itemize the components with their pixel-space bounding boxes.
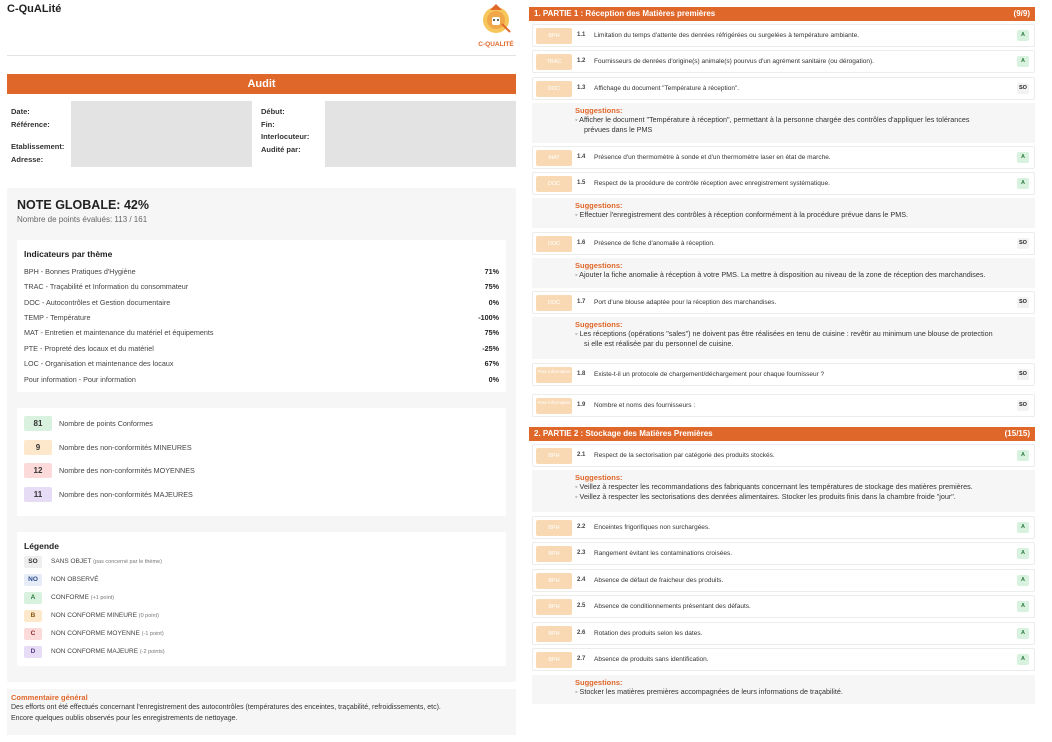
- theme-tag: BPH: [536, 520, 572, 536]
- legend-note: (+1 point): [90, 595, 115, 601]
- result-badge: A: [1017, 575, 1029, 586]
- item-text: Nombre et noms des fournisseurs :: [594, 402, 696, 409]
- global-score-card: [7, 188, 516, 682]
- indicator-percent: 67%: [484, 359, 499, 368]
- part2-count: (15/15): [1004, 429, 1030, 438]
- indicator-name: MAT - Entretien et maintenance du matériel et équipements: [24, 328, 214, 337]
- theme-tag: Pour information: [536, 367, 572, 383]
- result-badge: A: [1017, 628, 1029, 639]
- legend-note: (0 point): [138, 613, 159, 619]
- item-number: 2.6: [577, 630, 586, 636]
- suggestion-box: [532, 258, 1035, 288]
- count-row: [24, 463, 324, 479]
- result-badge: A: [1017, 601, 1029, 612]
- legend-label: [51, 576, 99, 583]
- legend-title: Légende: [24, 541, 59, 551]
- item-number: 2.7: [577, 656, 586, 662]
- legend-badge: C: [24, 628, 42, 640]
- item-text: Existe-t-il un protocole de chargement/déchargement pour chaque fournisseur ?: [594, 371, 825, 378]
- checklist-item: [532, 648, 1035, 671]
- indicator-row: [24, 298, 499, 310]
- item-text: Rotation des produits selon les dates.: [594, 630, 703, 637]
- indicator-row: [24, 344, 499, 356]
- theme-tag: DOC: [536, 81, 572, 97]
- checklist-item: [532, 569, 1035, 592]
- theme-tag: DOC: [536, 236, 572, 252]
- legend-row: [24, 592, 324, 604]
- evaluated-points: Nombre de points évalués: 113 / 161: [17, 215, 148, 224]
- theme-tag: BPH: [536, 448, 572, 464]
- item-text: Absence de conditionnements présentant des défauts.: [594, 603, 751, 610]
- date-label: Date:: [11, 107, 30, 116]
- info-right-field: [325, 101, 516, 167]
- indicator-name: BPH - Bonnes Pratiques d'Hygiène: [24, 267, 136, 276]
- checklist-item: [532, 146, 1035, 169]
- item-text: Rangement évitant les contaminations croisées.: [594, 550, 733, 557]
- result-badge: SO: [1017, 297, 1029, 308]
- indicator-name: DOC - Autocontrôles et Gestion documentaire: [24, 298, 171, 307]
- interlocuteur-label: Interlocuteur:: [261, 132, 310, 141]
- item-number: 2.5: [577, 603, 586, 609]
- legend-row: [24, 574, 324, 586]
- theme-tag: BPH: [536, 573, 572, 589]
- theme-tag: Pour information: [536, 398, 572, 414]
- checklist-item: [532, 24, 1035, 47]
- legend-row: [24, 610, 324, 622]
- result-badge: SO: [1017, 238, 1029, 249]
- indicator-row: [24, 313, 499, 325]
- item-number: 1.9: [577, 402, 586, 408]
- indicator-row: [24, 359, 499, 371]
- part1-header: [529, 7, 1035, 21]
- legend-label: [51, 612, 159, 619]
- result-badge: A: [1017, 548, 1029, 559]
- item-text: Respect de la sectorisation par catégorie des produits stockés.: [594, 452, 775, 459]
- item-number: 2.4: [577, 577, 586, 583]
- legend-badge: A: [24, 592, 42, 604]
- theme-tag: BPH: [536, 652, 572, 668]
- count-badge: 9: [24, 440, 52, 455]
- suggestion-text: Les réceptions (opérations "sales") ne doivent pas être réalisées en tenu de cuisine : revêtir au minimum une blouse de protection: [579, 329, 993, 338]
- item-text: Affichage du document "Température à réception".: [594, 85, 740, 92]
- header-divider: [7, 55, 516, 56]
- indicator-percent: 71%: [484, 267, 499, 276]
- suggestion-box: [532, 103, 1035, 143]
- result-badge: SO: [1017, 369, 1029, 380]
- item-text: Port d'une blouse adaptée pour la réception des marchandises.: [594, 299, 777, 306]
- suggestion-line: ◦ Les réceptions (opérations "sales") ne doivent pas être réalisées en tenu de cuisine : revêtir au minimum une blouse de protection: [575, 329, 993, 338]
- legend-badge: D: [24, 646, 42, 658]
- suggestion-title: Suggestions:: [575, 201, 623, 210]
- part1-title: 1. PARTIE 1 : Réception des Matières premières: [534, 9, 716, 18]
- result-badge: A: [1017, 56, 1029, 67]
- count-label: Nombre des non-conformités MOYENNES: [59, 466, 195, 475]
- audite-par-label: Audité par:: [261, 145, 301, 154]
- legend-label: [51, 558, 162, 565]
- indicator-row: [24, 375, 499, 387]
- legend-text: NON OBSERVÉ: [51, 576, 99, 583]
- comment-line: Encore quelques oublis observés pour les enregistrements de nettoyage.: [11, 715, 238, 722]
- item-text: Fournisseurs de denrées d'origine(s) animale(s) pourvus d'un agrément sanitaire (ou dérogation).: [594, 58, 874, 65]
- checklist-item: [532, 622, 1035, 645]
- legend-badge: NO: [24, 574, 42, 586]
- checklist-item: [532, 516, 1035, 539]
- company-logo: [476, 2, 516, 48]
- count-label: Nombre des non-conformités MINEURES: [59, 443, 192, 452]
- result-badge: A: [1017, 178, 1029, 189]
- indicator-name: LOC - Organisation et maintenance des locaux: [24, 359, 174, 368]
- theme-tag: BPH: [536, 546, 572, 562]
- item-number: 1.5: [577, 180, 586, 186]
- suggestion-text: Stocker les matières premières accompagnées de leurs informations de traçabilité.: [579, 687, 843, 696]
- item-number: 1.4: [577, 154, 586, 160]
- legend-badge: SO: [24, 556, 42, 568]
- logo-mascot-icon: [476, 2, 516, 38]
- adresse-label: Adresse:: [11, 155, 44, 164]
- checklist-item: [532, 394, 1035, 417]
- audit-info: [7, 101, 516, 167]
- legend-note: (-1 point): [141, 631, 164, 637]
- fin-label: Fin:: [261, 120, 275, 129]
- suggestion-line: ◦ Stocker les matières premières accompagnées de leurs informations de traçabilité.: [575, 687, 843, 696]
- indicator-name: TEMP - Température: [24, 313, 91, 322]
- indicator-percent: -25%: [482, 344, 499, 353]
- item-number: 1.7: [577, 299, 586, 305]
- checklist-item: [532, 77, 1035, 100]
- theme-tag: BPH: [536, 28, 572, 44]
- general-comment: [7, 689, 516, 735]
- suggestion-line: prévues dans le PMS: [584, 125, 653, 134]
- suggestion-title: Suggestions:: [575, 106, 623, 115]
- theme-tag: BPH: [536, 599, 572, 615]
- part1-count: (9/9): [1013, 9, 1030, 18]
- debut-label: Début:: [261, 107, 285, 116]
- checklist-item: [532, 542, 1035, 565]
- indicator-percent: 0%: [488, 298, 499, 307]
- legend-text: NON CONFORME MOYENNE: [51, 630, 140, 637]
- legend-label: [51, 630, 164, 637]
- indicators-panel: [17, 240, 506, 392]
- suggestion-title: Suggestions:: [575, 261, 623, 270]
- checklist-item: [532, 595, 1035, 618]
- item-number: 1.3: [577, 85, 586, 91]
- legend-text: CONFORME: [51, 594, 89, 601]
- legend-badge: B: [24, 610, 42, 622]
- info-left-field: [71, 101, 252, 167]
- checklist-item: [532, 50, 1035, 73]
- logo-text: C-QUALITÉ: [478, 41, 514, 48]
- audit-header: Audit: [7, 74, 516, 94]
- part2-title: 2. PARTIE 2 : Stockage des Matières Premières: [534, 429, 713, 438]
- comment-line: Des efforts ont été effectués concernant l'enregistrement des autocontrôles (températures des enceintes, traçabilité, refroidissements, etc).: [11, 704, 441, 711]
- report-left-column: [0, 0, 522, 742]
- count-row: [24, 487, 324, 503]
- suggestion-text: Ajouter la fiche anomalie à réception à votre PMS. La mettre à disposition au niveau de la zone de réception des marchandises.: [579, 270, 986, 279]
- suggestion-box: [532, 675, 1035, 704]
- legend-note: (pas concerné par le thème): [93, 559, 162, 565]
- counts-panel: [17, 408, 506, 516]
- checklist-item: [532, 444, 1035, 467]
- item-number: 1.1: [577, 32, 586, 38]
- count-row: [24, 440, 324, 456]
- legend-panel: [17, 532, 506, 666]
- indicators-title: Indicateurs par thème: [24, 249, 113, 259]
- item-number: 2.3: [577, 550, 586, 556]
- legend-row: [24, 646, 324, 658]
- suggestion-title: Suggestions:: [575, 473, 623, 482]
- suggestion-line: ◦ Ajouter la fiche anomalie à réception à votre PMS. La mettre à disposition au niveau de la zone de réception des marchandises.: [575, 270, 986, 279]
- comment-title: Commentaire général: [11, 693, 88, 702]
- legend-label: [51, 594, 114, 601]
- theme-tag: TRAC: [536, 54, 572, 70]
- part2-header: [529, 427, 1035, 441]
- legend-text: NON CONFORME MINEURE: [51, 612, 137, 619]
- global-score-title: NOTE GLOBALE: 42%: [17, 198, 149, 212]
- item-number: 2.1: [577, 452, 586, 458]
- legend-text: NON CONFORME MAJEURE: [51, 648, 139, 655]
- suggestion-text: Afficher le document "Température à réception", permettant à la personne chargée des contrôles d'appliquer les tolérances: [579, 115, 970, 124]
- indicator-percent: 75%: [484, 328, 499, 337]
- item-number: 1.8: [577, 371, 586, 377]
- report-right-column: [529, 0, 1038, 742]
- item-text: Présence de fiche d'anomalie à réception.: [594, 240, 715, 247]
- theme-tag: DOC: [536, 295, 572, 311]
- item-number: 1.6: [577, 240, 586, 246]
- item-number: 2.2: [577, 524, 586, 530]
- result-badge: A: [1017, 152, 1029, 163]
- suggestion-line: si elle est réalisée par du personnel de cuisine.: [584, 339, 734, 348]
- count-row: [24, 416, 324, 432]
- count-badge: 11: [24, 487, 52, 502]
- result-badge: SO: [1017, 83, 1029, 94]
- suggestion-text: Effectuer l'enregistrement des contrôles à réception conformément à la procédure prévue dans le PMS.: [579, 210, 908, 219]
- suggestion-line: ◦ Veillez à respecter les recommandations des fabriquants concernant les températures de stockage des matières premières.: [575, 482, 973, 491]
- brand-title: C-QuALité: [7, 3, 62, 15]
- result-badge: A: [1017, 654, 1029, 665]
- suggestion-title: Suggestions:: [575, 678, 623, 687]
- suggestion-text: Veillez à respecter les recommandations des fabriquants concernant les températures de stockage des matières premières.: [579, 482, 973, 491]
- checklist-item: [532, 291, 1035, 314]
- indicator-name: PTE - Propreté des locaux et du matériel: [24, 344, 154, 353]
- checklist-item: [532, 363, 1035, 386]
- indicator-row: [24, 282, 499, 294]
- reference-label: Référence:: [11, 120, 50, 129]
- legend-row: [24, 628, 324, 640]
- legend-label: [51, 648, 165, 655]
- item-number: 1.2: [577, 58, 586, 64]
- etablissement-label: Etablissement:: [11, 142, 65, 151]
- item-text: Absence de produits sans identification.: [594, 656, 709, 663]
- count-badge: 81: [24, 416, 52, 431]
- result-badge: A: [1017, 522, 1029, 533]
- item-text: Présence d'un thermomètre à sonde et d'un thermomètre laser en état de marche.: [594, 154, 831, 161]
- result-badge: SO: [1017, 400, 1029, 411]
- item-text: Enceintes frigorifiques non surchargées.: [594, 524, 710, 531]
- indicator-name: TRAC - Traçabilité et Information du consommateur: [24, 282, 189, 291]
- indicator-row: [24, 267, 499, 279]
- suggestion-line: ◦ Afficher le document "Température à réception", permettant à la personne chargée des contrôles d'appliquer les tolérances: [575, 115, 970, 124]
- result-badge: A: [1017, 30, 1029, 41]
- checklist-item: [532, 172, 1035, 195]
- indicator-percent: -100%: [478, 313, 499, 322]
- suggestion-line: ◦ Veillez à respecter les sectorisations des denrées alimentaires. Stocker les produits finis dans la chambre froide "jour".: [575, 492, 956, 501]
- theme-tag: BPH: [536, 626, 572, 642]
- suggestion-line: ◦ Effectuer l'enregistrement des contrôles à réception conformément à la procédure prévue dans le PMS.: [575, 210, 908, 219]
- suggestion-box: [532, 317, 1035, 359]
- legend-text: SANS OBJET: [51, 558, 92, 565]
- item-text: Limitation du temps d'attente des denrées réfrigérées ou surgelées à température ambiante.: [594, 32, 860, 39]
- indicator-row: [24, 328, 499, 340]
- suggestion-text: Veillez à respecter les sectorisations des denrées alimentaires. Stocker les produits finis dans la chambre froide "jour".: [579, 492, 956, 501]
- legend-row: [24, 556, 324, 568]
- indicator-percent: 75%: [484, 282, 499, 291]
- suggestion-title: Suggestions:: [575, 320, 623, 329]
- item-text: Respect de la procédure de contrôle réception avec enregistrement systématique.: [594, 180, 830, 187]
- theme-tag: DOC: [536, 176, 572, 192]
- checklist-item: [532, 232, 1035, 255]
- item-text: Absence de défaut de fraicheur des produits.: [594, 577, 724, 584]
- suggestion-box: [532, 198, 1035, 228]
- count-label: Nombre de points Conformes: [59, 419, 153, 428]
- count-label: Nombre des non-conformités MAJEURES: [59, 490, 193, 499]
- count-badge: 12: [24, 463, 52, 478]
- legend-note: (-2 points): [139, 649, 165, 655]
- result-badge: A: [1017, 450, 1029, 461]
- theme-tag: MAT: [536, 150, 572, 166]
- indicator-percent: 0%: [488, 375, 499, 384]
- suggestion-box: [532, 470, 1035, 512]
- indicator-name: Pour information - Pour information: [24, 375, 136, 384]
